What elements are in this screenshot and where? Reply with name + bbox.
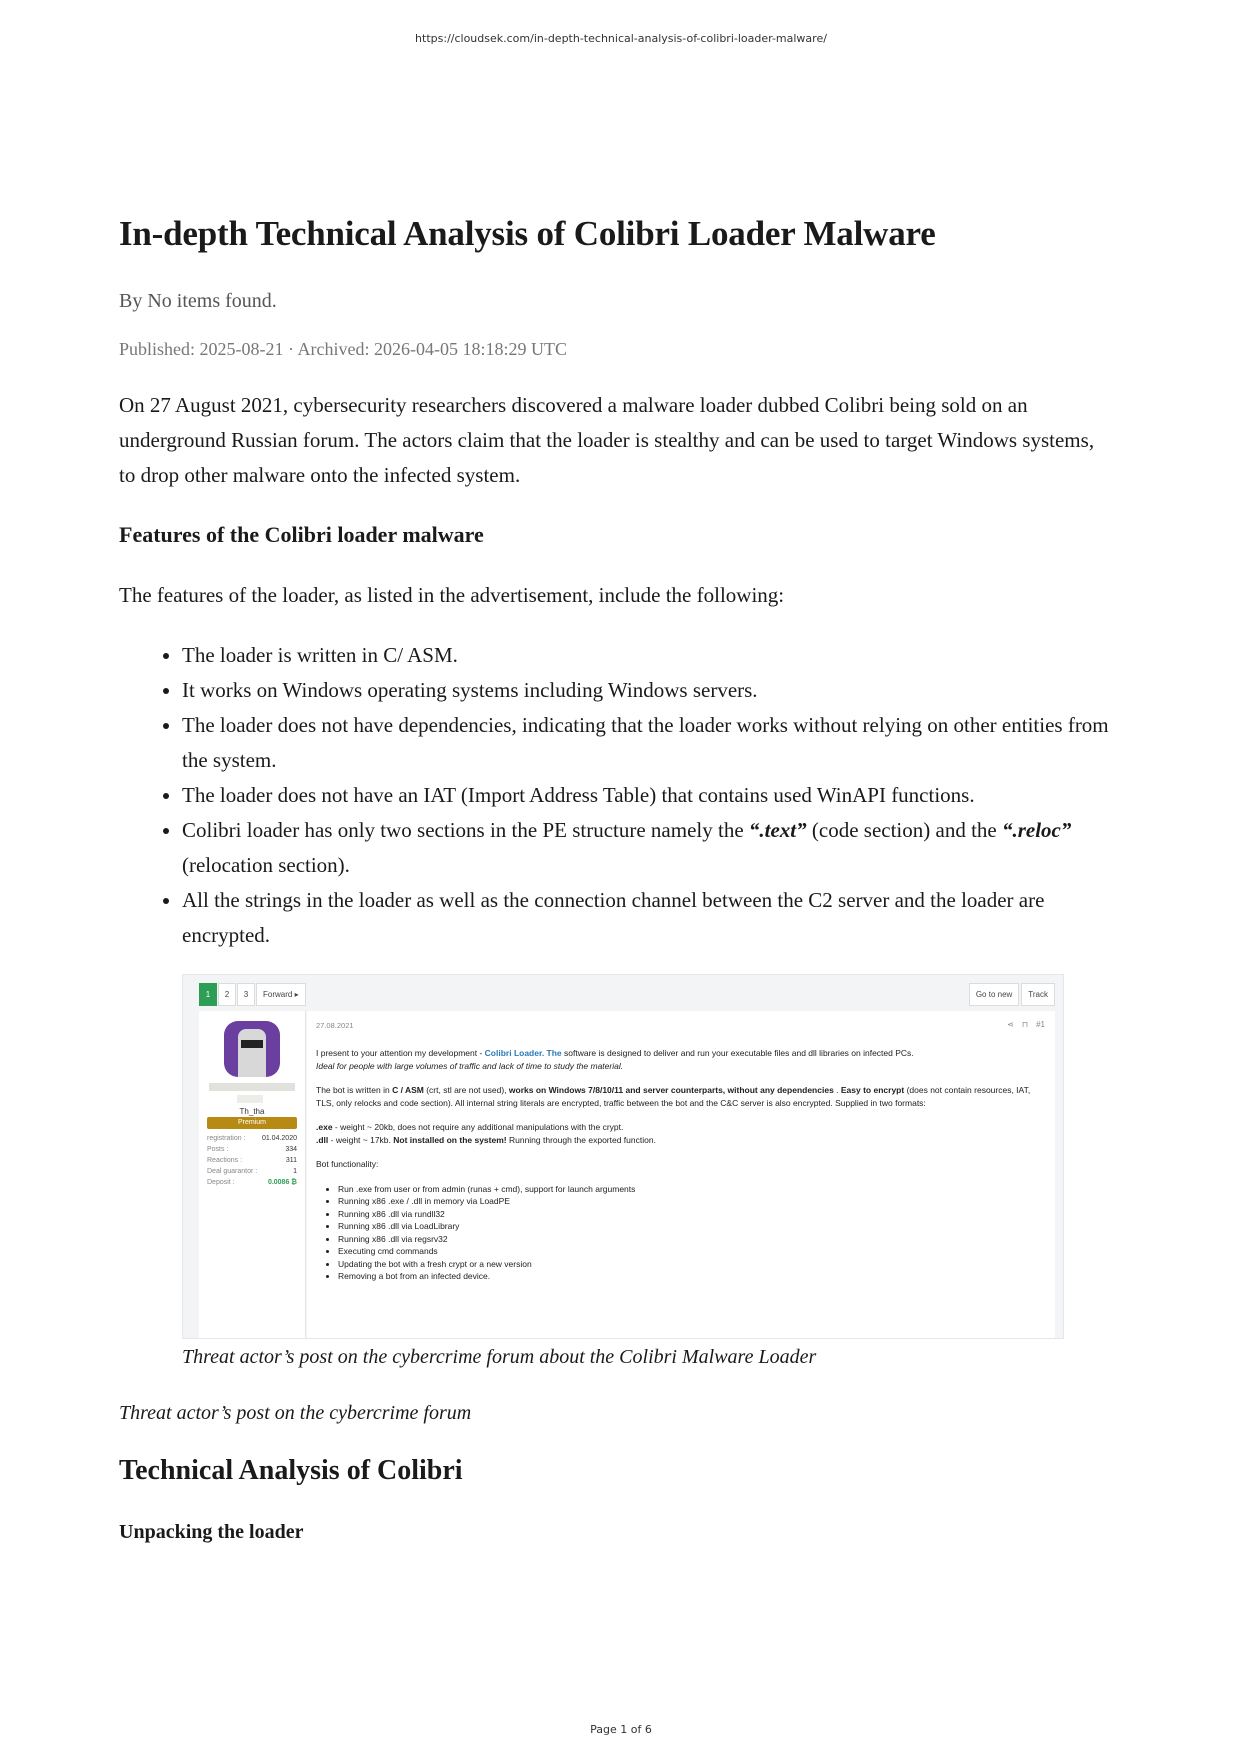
post-text: C / ASM bbox=[392, 1085, 424, 1095]
post-text: Not installed on the system! bbox=[393, 1134, 507, 1145]
post-text: Bot functionality: bbox=[316, 1159, 379, 1169]
post-text: .dll bbox=[316, 1134, 329, 1145]
page-button[interactable]: 1 bbox=[199, 983, 217, 1006]
stat-value: 0.0086 ₿ bbox=[267, 1179, 297, 1186]
feature-text: Colibri loader has only two sections in the PE structure namely the bbox=[182, 818, 749, 842]
post-text: software is designed to deliver and run your executable files and dll libraries on infected PCs. bbox=[561, 1048, 914, 1058]
stat-value: 1 bbox=[293, 1168, 297, 1175]
bot-functionality-list bbox=[316, 1183, 1046, 1283]
list-item: • The loader is written in C/ ASM. bbox=[182, 638, 1119, 673]
page-button[interactable]: 3 bbox=[237, 983, 255, 1006]
text-caption: Threat actor’s post on the cybercrime forum bbox=[119, 1402, 472, 1424]
post-panel bbox=[307, 1011, 1055, 1339]
page-number: Page 1 of 6 bbox=[590, 1723, 652, 1736]
post-text: Running through the exported function. bbox=[506, 1134, 656, 1145]
post-text: - weight ~ 20kb, does not require any additional manipulations with the crypt. bbox=[332, 1122, 624, 1132]
colibri-link[interactable]: Colibri Loader. The bbox=[484, 1048, 562, 1058]
byline: By No items found. bbox=[119, 290, 277, 312]
intro-paragraph: On 27 August 2021, cybersecurity researchers discovered a malware loader dubbed Colibri being sold on an underground Russian forum. The actors claim that the loader is stealthy and can be used to target Windows systems, to drop other malware onto the infected system. bbox=[119, 393, 1095, 487]
go-to-new-button[interactable]: Go to new bbox=[969, 983, 1019, 1006]
post-text: The bot is written in bbox=[316, 1085, 393, 1095]
blurred-username bbox=[237, 1095, 263, 1103]
feature-text: (code section) and the bbox=[806, 818, 1002, 842]
list-item bbox=[182, 813, 1119, 883]
features-intro: The features of the loader, as listed in the advertisement, include the following: bbox=[119, 583, 785, 607]
list-item: • Running x86 .dll via LoadLibrary bbox=[338, 1220, 1046, 1233]
page-url: https://cloudsek.com/in-depth-technical-analysis-of-colibri-loader-malware/ bbox=[415, 32, 827, 45]
features-heading: Features of the Colibri loader malware bbox=[119, 522, 484, 547]
bookmark-icon[interactable]: ⊓ bbox=[1021, 1020, 1029, 1029]
reloc-section-term: “.reloc” bbox=[1001, 818, 1072, 842]
post-text: - weight ~ 17kb. bbox=[328, 1134, 394, 1145]
features-list bbox=[119, 638, 1119, 953]
feature-text: (relocation section). bbox=[182, 853, 350, 877]
user-stats bbox=[207, 1133, 297, 1188]
post-date: 27.08.2021 bbox=[316, 1021, 354, 1030]
post-text: (does not contain resources, IAT, TLS, only relocks and code section). All internal string literals are encrypted, traffic between the bot and the C&C server is also encrypted. Supplied in two formats: bbox=[316, 1085, 1031, 1108]
post-text: I present to your attention my development - bbox=[316, 1048, 485, 1058]
list-item: • The loader does not have an IAT (Import Address Table) that contains used WinAPI functions. bbox=[182, 778, 1119, 813]
stat-label: Deal guarantor : bbox=[207, 1168, 258, 1175]
list-item: • All the strings in the loader as well as the connection channel between the C2 server and the loader are encrypted. bbox=[182, 883, 1119, 953]
list-item: • Running x86 .dll via rundll32 bbox=[338, 1208, 1046, 1221]
list-item: • Removing a bot from an infected device. bbox=[338, 1270, 1046, 1283]
subsection-heading: Unpacking the loader bbox=[119, 1521, 304, 1543]
share-icon[interactable]: ⋖ bbox=[1007, 1020, 1014, 1029]
username: Th_tha bbox=[239, 1107, 265, 1116]
list-item: • The loader does not have dependencies, indicating that the loader works without relying on other entities from the system. bbox=[182, 708, 1119, 778]
forum-actions bbox=[967, 983, 1055, 1006]
page-title: In-depth Technical Analysis of Colibri Loader Malware bbox=[119, 214, 936, 253]
list-item: • It works on Windows operating systems including Windows servers. bbox=[182, 673, 1119, 708]
list-item: • Run .exe from user or from admin (runas + cmd), support for launch arguments bbox=[338, 1183, 1046, 1196]
list-item: • Executing cmd commands bbox=[338, 1245, 1046, 1258]
avatar bbox=[224, 1021, 280, 1077]
list-item: • Running x86 .exe / .dll in memory via LoadPE bbox=[338, 1195, 1046, 1208]
avatar-visor bbox=[241, 1040, 263, 1048]
post-text: Ideal for people with large volumes of traffic and lack of time to study the material. bbox=[316, 1060, 624, 1071]
stat-label: registration : bbox=[207, 1135, 246, 1142]
post-text: .exe bbox=[316, 1122, 333, 1132]
post-text: works on Windows 7/8/10/11 and server counterparts, without any dependencies bbox=[508, 1085, 834, 1095]
stat-value: 311 bbox=[285, 1157, 297, 1164]
section-heading: Technical Analysis of Colibri bbox=[119, 1455, 463, 1486]
stat-label: Deposit : bbox=[207, 1179, 235, 1186]
stat-label: Reactions : bbox=[207, 1157, 243, 1164]
premium-badge: Premium bbox=[207, 1117, 297, 1129]
publish-meta: Published: 2025-08-21 · Archived: 2026-04-05 18:18:29 UTC bbox=[119, 339, 567, 359]
stat-label: Posts : bbox=[207, 1146, 229, 1153]
post-text: (crt, stl are not used), bbox=[423, 1085, 509, 1095]
stat-value: 334 bbox=[285, 1146, 297, 1153]
forward-button[interactable]: Forward ▸ bbox=[256, 983, 306, 1006]
blurred-username bbox=[209, 1083, 295, 1091]
post-number[interactable]: #1 bbox=[1036, 1020, 1045, 1029]
forum-pagination bbox=[199, 983, 307, 1006]
post-text: Easy to encrypt bbox=[840, 1085, 905, 1095]
page-button[interactable]: 2 bbox=[218, 983, 236, 1006]
list-item: • Updating the bot with a fresh crypt or a new version bbox=[338, 1258, 1046, 1271]
track-button[interactable]: Track bbox=[1021, 983, 1055, 1006]
text-section-term: “.text” bbox=[748, 818, 807, 842]
image-caption: Threat actor’s post on the cybercrime forum about the Colibri Malware Loader bbox=[182, 1346, 817, 1368]
forum-post-screenshot bbox=[182, 974, 1064, 1339]
post-actions bbox=[1007, 1020, 1045, 1029]
post-body bbox=[316, 1047, 1046, 1283]
avatar-figure bbox=[238, 1029, 266, 1077]
list-item: • Running x86 .dll via regsrv32 bbox=[338, 1233, 1046, 1246]
stat-value: 01.04.2020 bbox=[261, 1135, 297, 1142]
post-text: . bbox=[833, 1085, 841, 1095]
user-panel bbox=[199, 1011, 306, 1339]
